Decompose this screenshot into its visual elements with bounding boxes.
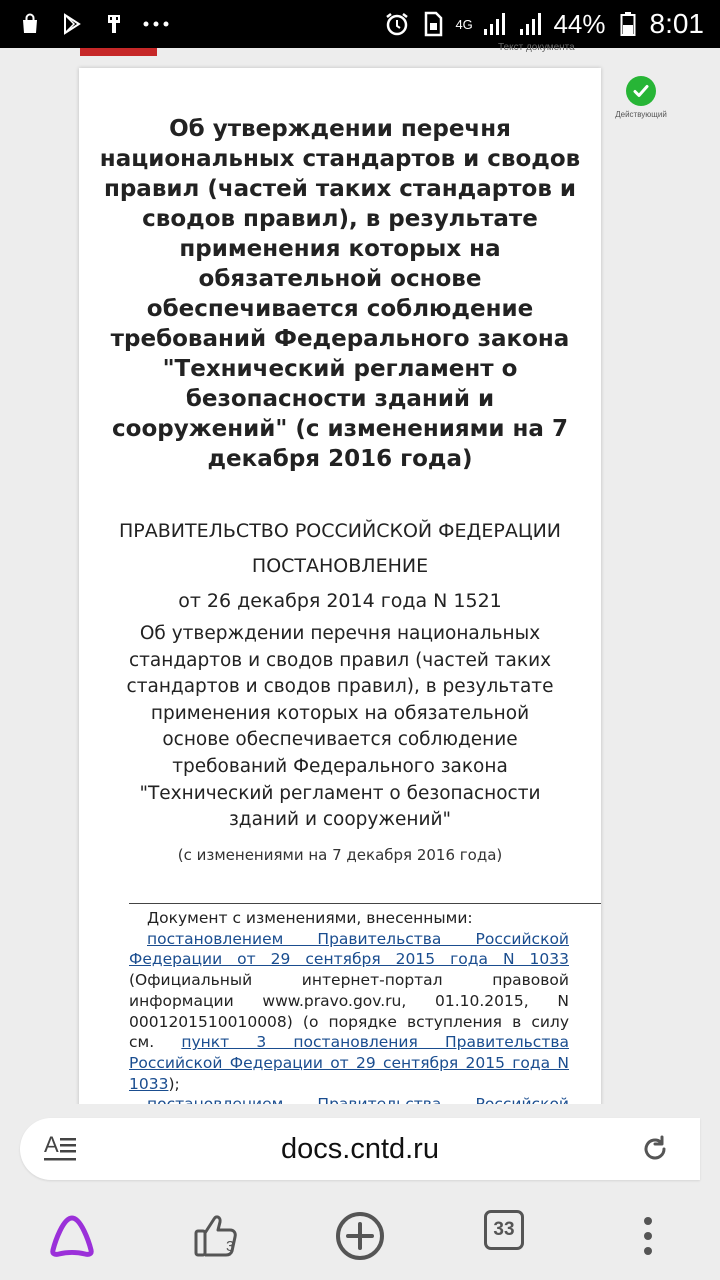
- document-date: от 26 декабря 2014 года N 1521: [178, 590, 502, 612]
- document-text-dropdown[interactable]: Текст документа: [498, 42, 575, 53]
- reload-icon[interactable]: [640, 1134, 670, 1164]
- network-type: 4G: [455, 16, 473, 32]
- browser-address-bar: [0, 1104, 720, 1194]
- status-label: Действующий: [615, 110, 667, 119]
- top-red-button[interactable]: [80, 48, 157, 56]
- url-text[interactable]: docs.cntd.ru: [281, 1132, 439, 1165]
- more-options-icon[interactable]: [618, 1206, 678, 1266]
- changes-note: (с изменениями на 7 декабря 2016 года): [177, 845, 503, 864]
- amendment-tail: );: [168, 1074, 180, 1093]
- signal-icon: [481, 10, 509, 38]
- amendment-item: [129, 929, 569, 1095]
- government-name: ПРАВИТЕЛЬСТВО РОССИЙСКОЙ ФЕДЕРАЦИИ: [119, 520, 562, 542]
- amendment-link[interactable]: пункт 3 постановления Правительства Российской Федерации от 29 сентября 2015 года N 1033: [129, 1033, 569, 1093]
- battery-icon: [614, 10, 642, 38]
- alice-assistant-icon[interactable]: [42, 1206, 102, 1266]
- notes-intro: Документ с изменениями, внесенными:: [147, 909, 473, 927]
- document-subtitle: Об утверждении перечня национальных стандартов и сводов правил (частей таких стандартов и сводов правил), в результате применения которых на обязательной основе обеспечивается соблюдение требований Федерального закона "Технический регламент о безопасности зданий и сооружений": [126, 623, 554, 831]
- browser-bottom-nav: [0, 1194, 720, 1280]
- usb-icon: [100, 10, 128, 38]
- more-notifications-icon: [142, 10, 170, 38]
- url-field[interactable]: [20, 1118, 700, 1180]
- web-page[interactable]: [0, 42, 720, 1104]
- signal-icon-2: [517, 10, 545, 38]
- amendment-source: (Официальный интернет-портал правовой информации www.pravo.gov.ru, 01.10.2015, N 0001201510010008) (о порядке вступления в силу см.: [129, 971, 569, 1052]
- battery-percent: 44%: [553, 8, 606, 39]
- like-button[interactable]: [186, 1206, 246, 1266]
- document-type: ПОСТАНОВЛЕНИЕ: [251, 555, 429, 577]
- svg-text:A: A: [44, 1132, 59, 1157]
- shopping-bag-icon: [16, 10, 44, 38]
- alarm-icon: [383, 10, 411, 38]
- clock: 8:01: [649, 8, 704, 39]
- divider: [129, 903, 601, 904]
- amendment-link[interactable]: постановлением Правительства Российской Федерации от 29 сентября 2015 года N 1033: [129, 929, 569, 969]
- document-header: [119, 518, 561, 866]
- play-store-icon: [58, 10, 86, 38]
- sim-icon: [419, 10, 447, 38]
- checkmark-icon: [626, 76, 656, 106]
- amendments-notes: [129, 908, 569, 1136]
- like-count: 3: [226, 1238, 235, 1255]
- tabs-button[interactable]: 33: [484, 1210, 524, 1250]
- document-title: Об утверждении перечня национальных стандартов и сводов правил (частей таких стандартов и сводов правил), в результате применения которых на обязательной основе обеспечивается соблюдение требований Федерального закона "Технический регламент о безопасности зданий и сооружений" (с изменениями на 7 декабря 2016 года): [99, 116, 581, 472]
- new-tab-button[interactable]: [330, 1206, 390, 1266]
- document-sheet: [79, 68, 601, 1108]
- status-bar: [0, 0, 720, 48]
- status-badge: [605, 76, 677, 119]
